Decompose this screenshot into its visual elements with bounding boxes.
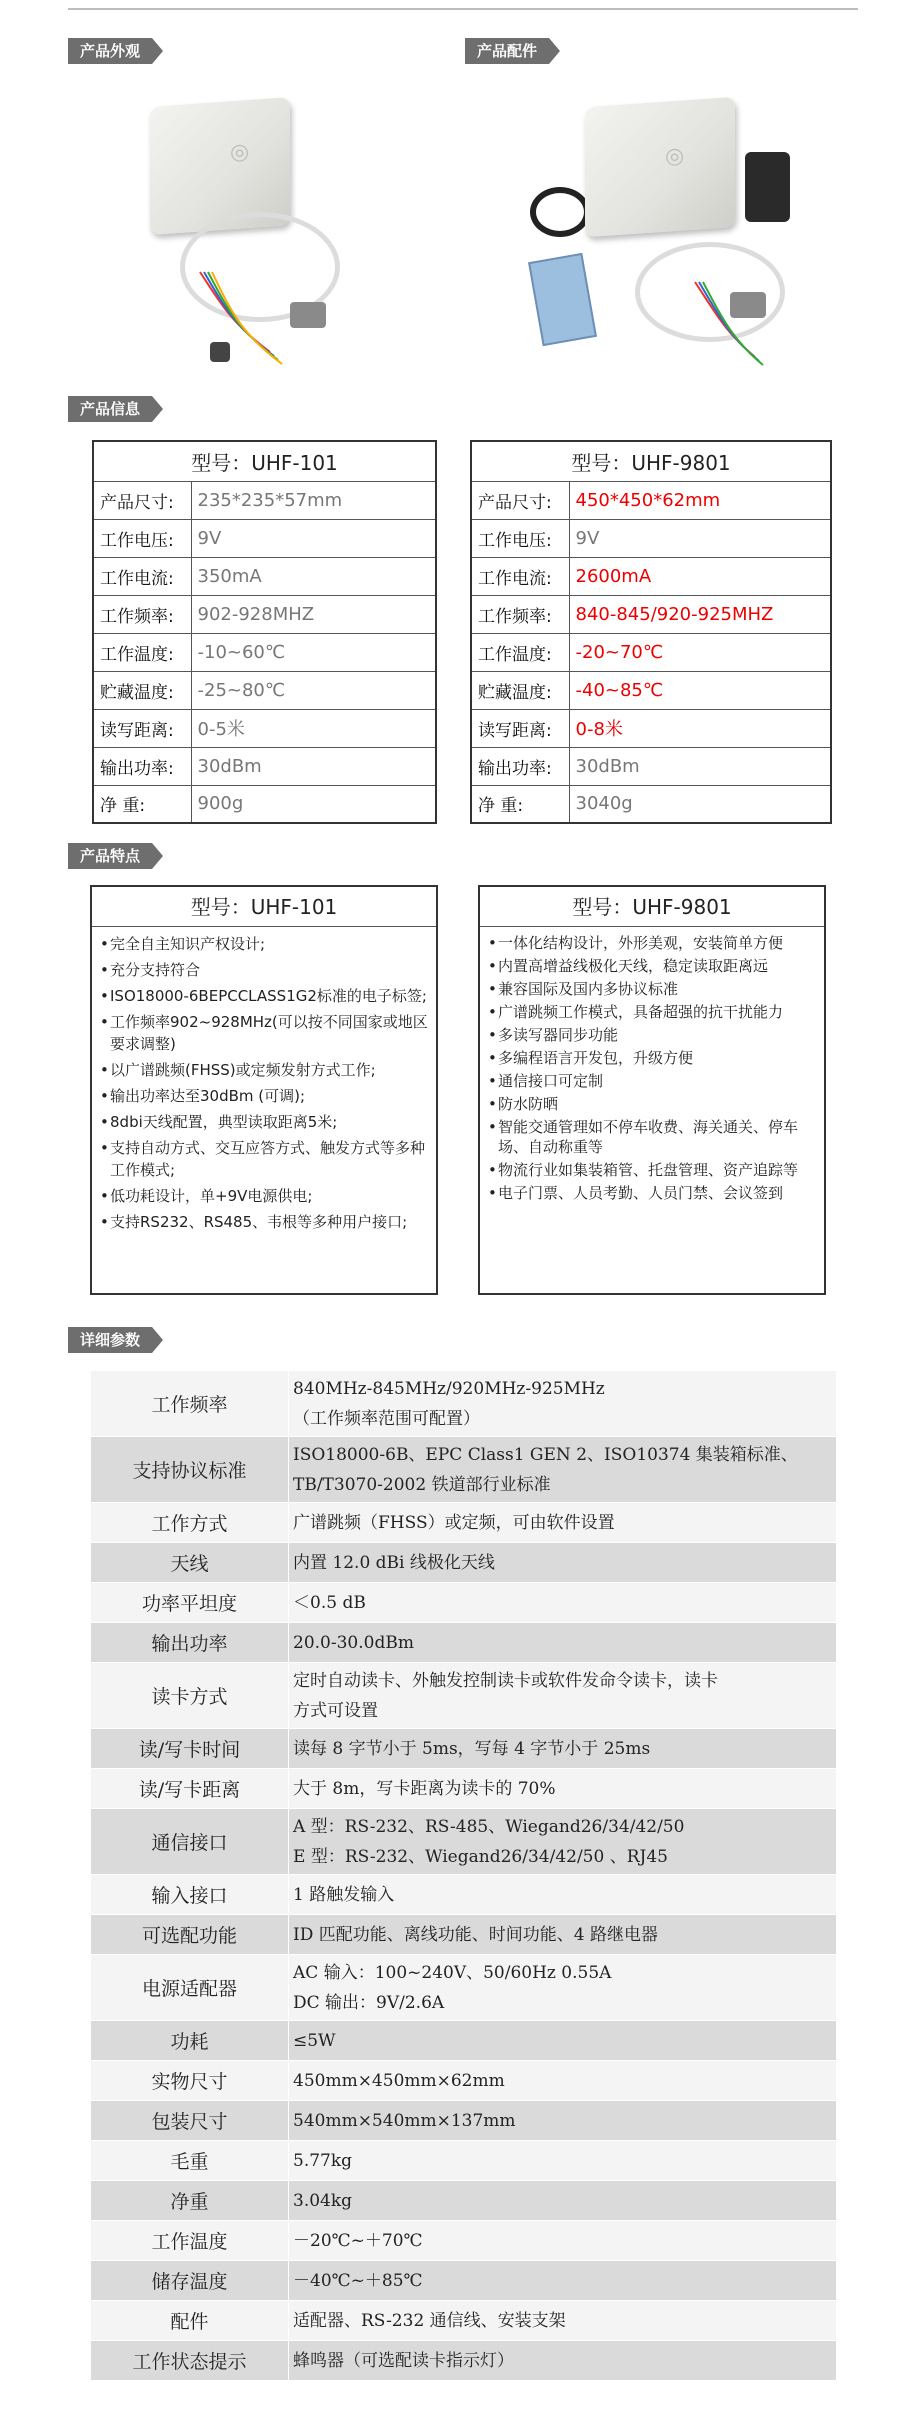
param-label: 可选配功能 bbox=[91, 1915, 289, 1955]
param-value-line: 定时自动读卡、外触发控制读卡或软件发命令读卡，读卡 bbox=[293, 1670, 718, 1691]
param-value-line: 读每 8 字节小于 5ms，写每 4 字节小于 25ms bbox=[293, 1738, 651, 1759]
table-row: 工作电压: 9V bbox=[93, 519, 436, 557]
table-row: 工作温度: -20~70℃ bbox=[471, 633, 831, 671]
param-label: 输出功率 bbox=[91, 1623, 289, 1663]
param-value bbox=[289, 1543, 837, 1583]
param-value bbox=[289, 1663, 837, 1729]
info-left-title: 型号：UHF-101 bbox=[93, 441, 436, 481]
table-row bbox=[91, 1875, 837, 1915]
rfid-logo-icon: ◎ bbox=[665, 144, 685, 169]
param-value bbox=[289, 1769, 837, 1809]
list-item: • 兼容国际及国内多协议标准 bbox=[488, 979, 816, 999]
section-tag-accessories: 产品配件 bbox=[465, 38, 549, 64]
table-row: 读写距离: 0-5米 bbox=[93, 709, 436, 747]
table-row: 净 重: 900g bbox=[93, 785, 436, 823]
param-label: 功耗 bbox=[91, 2021, 289, 2061]
table-row: 输出功率: 30dBm bbox=[471, 747, 831, 785]
list-item: • 广谱跳频工作模式，具备超强的抗干扰能力 bbox=[488, 1002, 816, 1022]
param-value-line: 方式可设置 bbox=[293, 1700, 378, 1721]
param-value-line: 大于 8m，写卡距离为读卡的 70% bbox=[293, 1778, 556, 1799]
list-item: • 支持RS232、RS485、韦根等多种用户接口; bbox=[100, 1211, 428, 1233]
param-value bbox=[289, 2061, 837, 2101]
param-label: 包装尺寸 bbox=[91, 2101, 289, 2141]
table-row bbox=[91, 2221, 837, 2261]
list-item: • 8dbi天线配置，典型读取距离5米; bbox=[100, 1111, 428, 1133]
info-table-uhf-101 bbox=[92, 440, 437, 824]
param-label: 功率平坦度 bbox=[91, 1583, 289, 1623]
table-row: 工作频率: 840-845/920-925MHZ bbox=[471, 595, 831, 633]
param-label: 工作温度 bbox=[91, 2221, 289, 2261]
table-row: 工作电流: 350mA bbox=[93, 557, 436, 595]
param-label: 读/写卡时间 bbox=[91, 1729, 289, 1769]
param-value bbox=[289, 2261, 837, 2301]
param-value-line: ≤5W bbox=[293, 2030, 336, 2051]
param-value-line: TB/T3070-2002 铁道部行业标准 bbox=[293, 1474, 551, 1495]
param-value-line: 内置 12.0 dBi 线极化天线 bbox=[293, 1552, 495, 1573]
info-right-title: 型号：UHF-9801 bbox=[471, 441, 831, 481]
list-item: • 输出功率达至30dBm (可调); bbox=[100, 1085, 428, 1107]
list-item: • 智能交通管理如不停车收费、海关通关、停车场、自动称重等 bbox=[488, 1117, 816, 1157]
param-value bbox=[289, 2301, 837, 2341]
section-tag-appearance: 产品外观 bbox=[68, 38, 152, 64]
table-row bbox=[91, 2181, 837, 2221]
param-value-line: E 型：RS-232、Wiegand26/34/42/50 、RJ45 bbox=[293, 1846, 668, 1867]
list-item: • 电子门票、人员考勤、人员门禁、会议签到 bbox=[488, 1183, 816, 1203]
table-row bbox=[91, 1437, 837, 1503]
param-value-line: 蜂鸣器（可选配读卡指示灯） bbox=[293, 2350, 514, 2371]
param-value bbox=[289, 2181, 837, 2221]
table-row bbox=[91, 1955, 837, 2021]
table-row bbox=[91, 2301, 837, 2341]
section-tag-info: 产品信息 bbox=[68, 396, 152, 422]
features-left-title: 型号：UHF-101 bbox=[92, 887, 436, 927]
power-adapter bbox=[745, 152, 790, 222]
param-value bbox=[289, 1955, 837, 2021]
table-row: 净 重: 3040g bbox=[471, 785, 831, 823]
features-right-title: 型号：UHF-9801 bbox=[480, 887, 824, 927]
rfid-logo-icon: ◎ bbox=[230, 140, 250, 165]
table-row bbox=[91, 1663, 837, 1729]
param-value bbox=[289, 1915, 837, 1955]
table-row: 工作温度: -10~60℃ bbox=[93, 633, 436, 671]
features-box-uhf-9801 bbox=[478, 885, 826, 1295]
table-row bbox=[91, 1583, 837, 1623]
list-item: • 低功耗设计，单+9V电源供电; bbox=[100, 1185, 428, 1207]
list-item: • 充分支持符合 bbox=[100, 959, 428, 981]
table-row: 工作电压: 9V bbox=[471, 519, 831, 557]
list-item: • 通信接口可定制 bbox=[488, 1071, 816, 1091]
table-row: 贮藏温度: -40~85℃ bbox=[471, 671, 831, 709]
param-value bbox=[289, 1371, 837, 1437]
param-value bbox=[289, 1503, 837, 1543]
list-item: • 内置高增益线极化天线，稳定读取距离远 bbox=[488, 956, 816, 976]
param-value-line: A 型：RS-232、RS-485、Wiegand26/34/42/50 bbox=[293, 1816, 685, 1837]
param-label: 电源适配器 bbox=[91, 1955, 289, 2021]
param-value bbox=[289, 2221, 837, 2261]
table-row bbox=[91, 2101, 837, 2141]
param-value-line: 广谱跳频（FHSS）或定频，可由软件设置 bbox=[293, 1512, 615, 1533]
param-label: 实物尺寸 bbox=[91, 2061, 289, 2101]
param-value-line: ＜0.5 dB bbox=[293, 1592, 366, 1613]
param-value bbox=[289, 1437, 837, 1503]
table-row bbox=[91, 2141, 837, 2181]
param-value-line: 840MHz-845MHz/920MHz-925MHz bbox=[293, 1378, 605, 1399]
list-item: • 支持自动方式、交互应答方式、触发方式等多种工作模式; bbox=[100, 1137, 428, 1181]
param-label: 储存温度 bbox=[91, 2261, 289, 2301]
param-label: 工作方式 bbox=[91, 1503, 289, 1543]
list-item: • 多读写器同步功能 bbox=[488, 1025, 816, 1045]
param-value-line: ID 匹配功能、离线功能、时间功能、4 路继电器 bbox=[293, 1924, 658, 1945]
param-value-line: －40℃~＋85℃ bbox=[293, 2270, 423, 2291]
table-row: 贮藏温度: -25~80℃ bbox=[93, 671, 436, 709]
table-row bbox=[91, 2261, 837, 2301]
list-item: • 一体化结构设计，外形美观，安装简单方便 bbox=[488, 933, 816, 953]
list-item: • 多编程语言开发包，升级方便 bbox=[488, 1048, 816, 1068]
list-item: • ISO18000-6BEPCCLASS1G2标准的电子标签; bbox=[100, 985, 428, 1007]
list-item: • 完全自主知识产权设计; bbox=[100, 933, 428, 955]
param-value-line: ISO18000-6B、EPC Class1 GEN 2、ISO10374 集装箱标准、 bbox=[293, 1444, 798, 1465]
param-value-line: （工作频率范围可配置） bbox=[293, 1408, 480, 1429]
param-value-line: 540mm×540mm×137mm bbox=[293, 2110, 516, 2131]
param-label: 工作状态提示 bbox=[91, 2341, 289, 2381]
param-value-line: 1 路触发输入 bbox=[293, 1884, 395, 1905]
param-label: 读卡方式 bbox=[91, 1663, 289, 1729]
param-value-line: 450mm×450mm×62mm bbox=[293, 2070, 505, 2091]
param-value bbox=[289, 2101, 837, 2141]
table-row: 读写距离: 0-8米 bbox=[471, 709, 831, 747]
table-row bbox=[91, 1503, 837, 1543]
table-row: 工作电流: 2600mA bbox=[471, 557, 831, 595]
param-value bbox=[289, 1875, 837, 1915]
table-row bbox=[91, 1729, 837, 1769]
list-item: • 工作频率902~928MHz(可以按不同国家或地区要求调整) bbox=[100, 1011, 428, 1055]
list-item: • 物流行业如集装箱管、托盘管理、资产追踪等 bbox=[488, 1160, 816, 1180]
table-row bbox=[91, 2021, 837, 2061]
table-row: 产品尺寸: 235*235*57mm bbox=[93, 481, 436, 519]
info-table-uhf-9801 bbox=[470, 440, 832, 824]
table-row bbox=[91, 1915, 837, 1955]
param-value bbox=[289, 1623, 837, 1663]
section-tag-params: 详细参数 bbox=[68, 1327, 152, 1353]
param-value-line: 适配器、RS-232 通信线、安装支架 bbox=[293, 2310, 566, 2331]
param-value-line: DC 输出：9V/2.6A bbox=[293, 1992, 445, 2013]
param-value-line: 3.04kg bbox=[293, 2190, 353, 2211]
features-box-uhf-101 bbox=[90, 885, 438, 1295]
mounting-bracket bbox=[528, 253, 597, 346]
section-tag-features: 产品特点 bbox=[68, 843, 152, 869]
table-row bbox=[91, 1809, 837, 1875]
table-row bbox=[91, 2341, 837, 2381]
param-value bbox=[289, 1809, 837, 1875]
param-value-line: 20.0-30.0dBm bbox=[293, 1632, 414, 1653]
param-value-line: AC 输入：100~240V、50/60Hz 0.55A bbox=[293, 1962, 612, 1983]
list-item: • 防水防晒 bbox=[488, 1094, 816, 1114]
table-row bbox=[91, 1623, 837, 1663]
param-label: 毛重 bbox=[91, 2141, 289, 2181]
param-label: 配件 bbox=[91, 2301, 289, 2341]
param-value-line: －20℃~＋70℃ bbox=[293, 2230, 423, 2251]
table-row: 产品尺寸: 450*450*62mm bbox=[471, 481, 831, 519]
param-value bbox=[289, 1729, 837, 1769]
table-row: 工作频率: 902-928MHZ bbox=[93, 595, 436, 633]
param-value bbox=[289, 2141, 837, 2181]
list-item: • 以广谱跳频(FHSS)或定频发射方式工作; bbox=[100, 1059, 428, 1081]
param-value bbox=[289, 2021, 837, 2061]
param-value bbox=[289, 2341, 837, 2381]
param-value-line: 5.77kg bbox=[293, 2150, 353, 2171]
param-label: 工作频率 bbox=[91, 1371, 289, 1437]
param-label: 输入接口 bbox=[91, 1875, 289, 1915]
table-row: 输出功率: 30dBm bbox=[93, 747, 436, 785]
table-row bbox=[91, 1543, 837, 1583]
params-table bbox=[90, 1370, 837, 2381]
table-row bbox=[91, 1769, 837, 1809]
table-row bbox=[91, 2061, 837, 2101]
param-label: 通信接口 bbox=[91, 1809, 289, 1875]
param-label: 天线 bbox=[91, 1543, 289, 1583]
product-photo-uhf-101 bbox=[140, 92, 360, 372]
param-label: 支持协议标准 bbox=[91, 1437, 289, 1503]
param-label: 净重 bbox=[91, 2181, 289, 2221]
table-row bbox=[91, 1371, 837, 1437]
param-value bbox=[289, 1583, 837, 1623]
product-photo-uhf-9801 bbox=[525, 92, 795, 372]
param-label: 读/写卡距离 bbox=[91, 1769, 289, 1809]
top-divider bbox=[68, 8, 858, 10]
